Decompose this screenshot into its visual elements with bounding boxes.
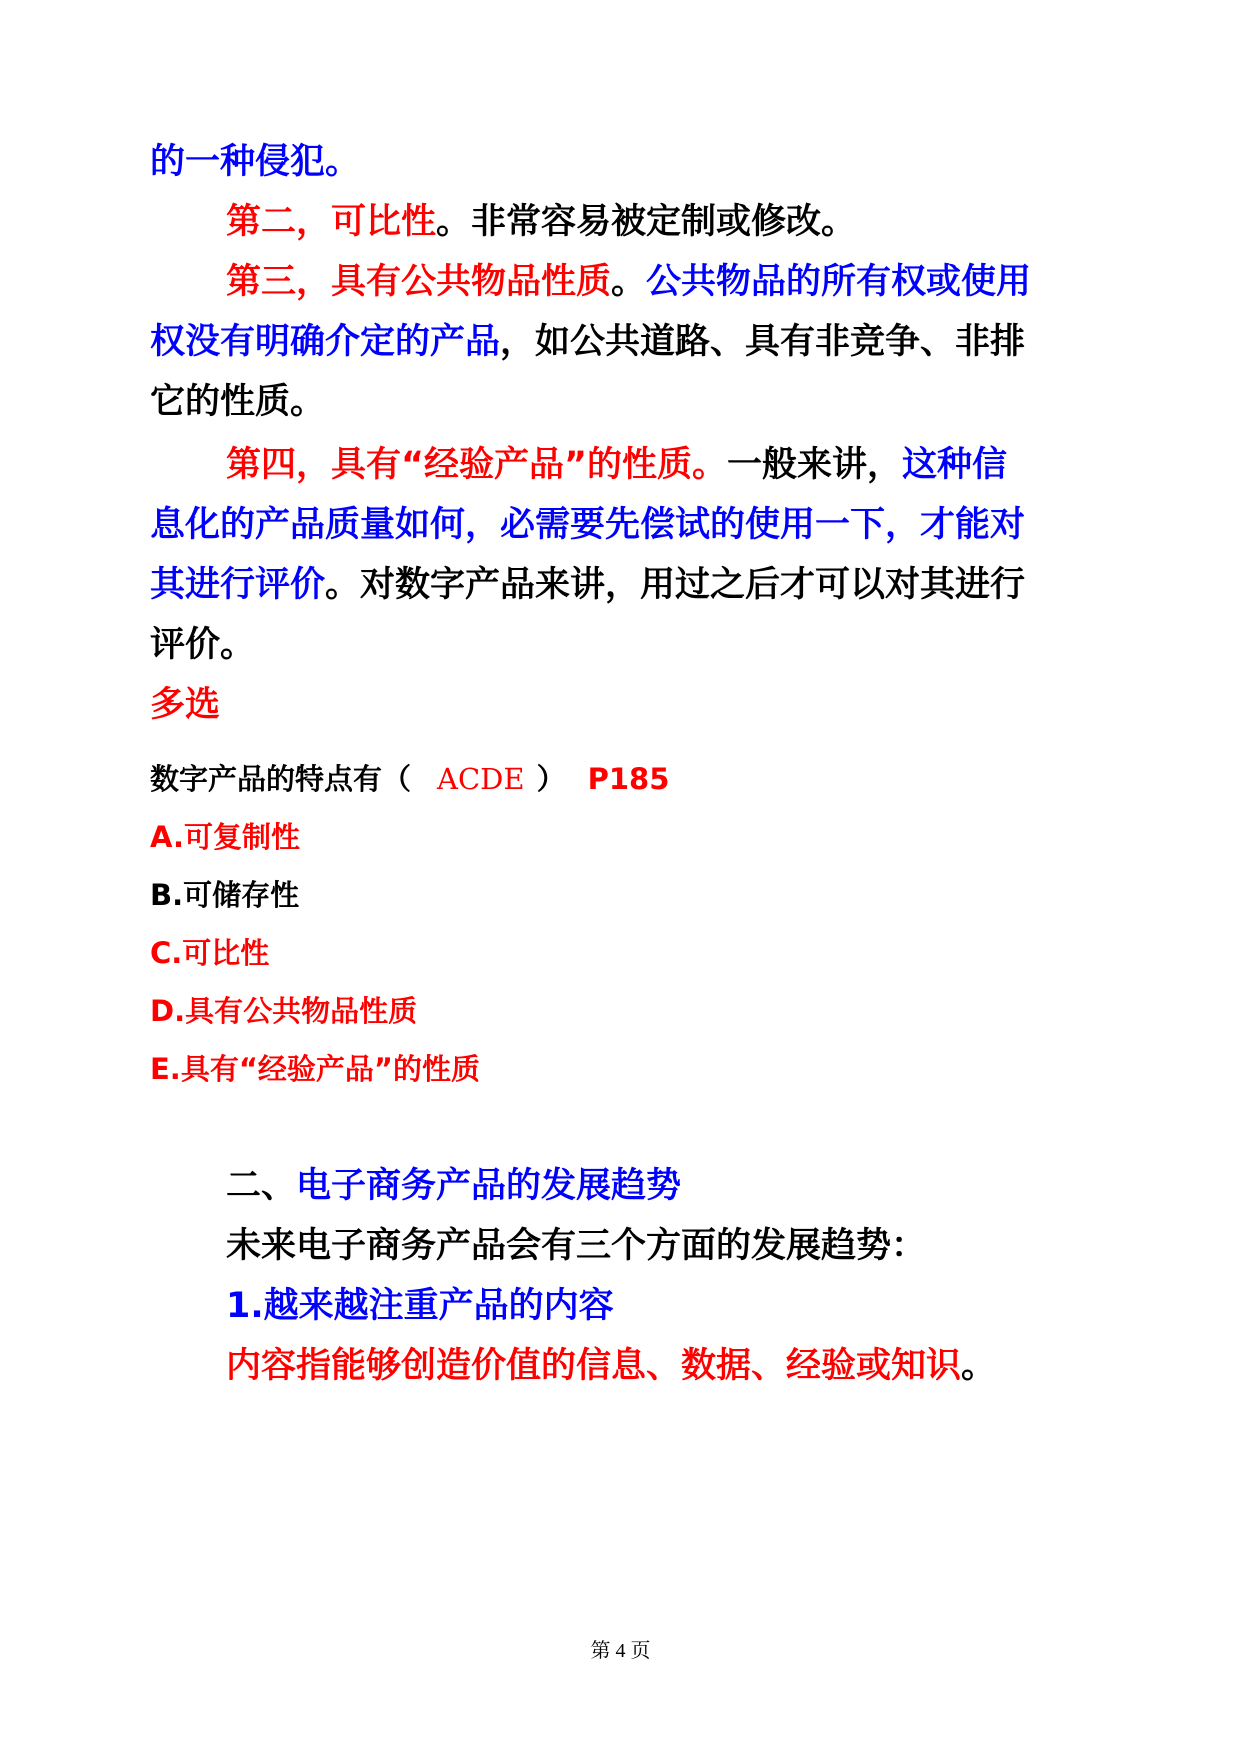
paragraph-3-line-3 (150, 380, 325, 424)
section-2-heading-text: 电子商务产品的发展趋势 (296, 1166, 682, 1206)
paragraph-2-line-1 (226, 200, 856, 244)
section-2-item-1-definition (226, 1344, 996, 1388)
paragraph-4-line-3 (150, 563, 1025, 607)
text-span: 一般来讲， (727, 445, 903, 485)
option-c: C.可比性 (150, 936, 270, 970)
text-span: 。非常容易被定制或修改。 (436, 202, 857, 242)
paragraph-3-line-1 (226, 260, 1031, 304)
text-span: 内容指能够创造价值的信息、数据、经验或知识 (226, 1346, 962, 1386)
section-2-item-1: 1.越来越注重产品的内容 (226, 1286, 614, 1326)
question-stem-text: 数字产品的特点有（ (150, 762, 412, 796)
question-type-label: 多选 (150, 685, 221, 725)
text-span: 。 (961, 1346, 997, 1386)
text-span: 权没有明确介定的产品 (150, 322, 501, 362)
question-page-ref: P185 (587, 762, 670, 796)
text-span: 公共物品的所有权或使用 (646, 262, 1032, 302)
text-span: 的一种侵犯。 (150, 142, 361, 182)
text-span: 其进行评价 (150, 565, 326, 605)
question-answer: ACDE (437, 762, 525, 796)
text-span: 第四，具有“经验产品”的性质。 (226, 445, 728, 485)
text-span: 它的性质。 (150, 382, 326, 422)
section-2-heading-number: 二、 (226, 1166, 297, 1206)
paragraph-1-line-1 (150, 140, 360, 184)
option-e: E.具有“经验产品”的性质 (150, 1052, 480, 1086)
paragraph-4-line-2 (150, 503, 1025, 547)
paragraph-3-line-2 (150, 320, 1025, 364)
text-span: ，如公共道路、具有非竞争、非排 (500, 322, 1026, 362)
option-a: A.可复制性 (150, 820, 300, 854)
page-number-footer: 第 4 页 (590, 1640, 651, 1662)
paragraph-4-line-1 (226, 443, 1007, 487)
text-span: 。对数字产品来讲，用过之后才可以对其进行 (325, 565, 1026, 605)
section-2-heading (226, 1164, 681, 1208)
option-d: D.具有公共物品性质 (150, 994, 418, 1028)
option-b: B.可储存性 (150, 878, 300, 912)
text-span: 第二，可比性 (226, 202, 437, 242)
text-span: 这种信 (902, 445, 1008, 485)
text-span: 。 (611, 262, 647, 302)
paragraph-4-line-4 (150, 623, 255, 667)
question-stem-close: ） (536, 762, 566, 796)
section-2-intro: 未来电子商务产品会有三个方面的发展趋势： (226, 1226, 927, 1266)
text-span: 息化的产品质量如何，必需要先偿试的使用一下，才能对 (150, 505, 1026, 545)
text-span: 评价。 (150, 625, 256, 665)
question-stem (150, 760, 669, 798)
text-span: 第三，具有公共物品性质 (226, 262, 612, 302)
